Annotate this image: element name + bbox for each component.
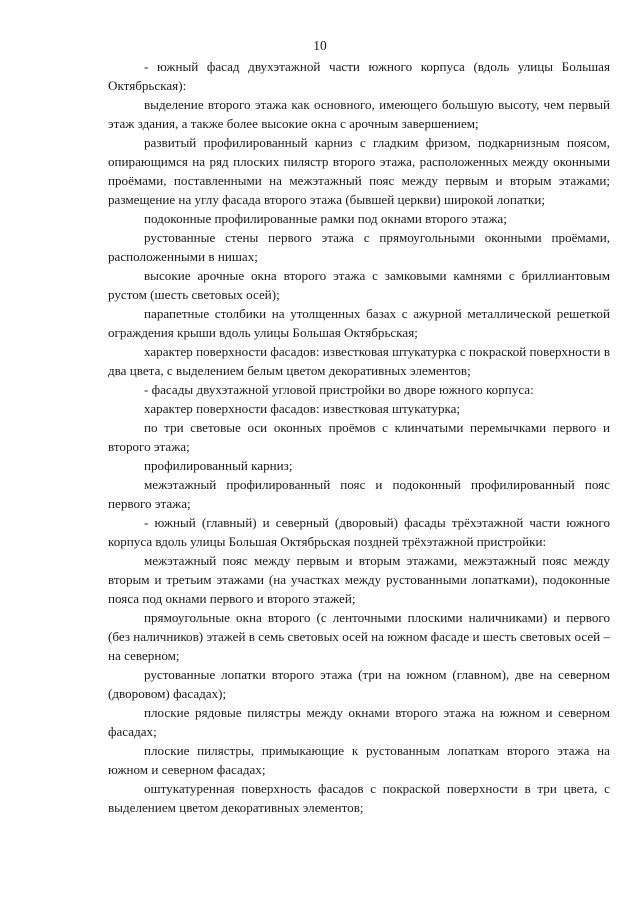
paragraph: - южный (главный) и северный (дворовый) фасады трёхэтажной части южного корпуса вдоль улицы Большая Октябрьская поздней трёхэтажной пристройки:	[108, 515, 610, 549]
paragraph: - южный фасад двухэтажной части южного корпуса (вдоль улицы Большая Октябрьская):	[108, 59, 610, 93]
paragraph: профилированный карниз;	[144, 458, 293, 473]
paragraph: межэтажный пояс между первым и вторым этажами, межэтажный пояс между вторым и третьим этажами (на участках между рустованными лопатками), подоконные пояса под окнами первого и второго этажей;	[108, 553, 610, 606]
paragraph: парапетные столбики на утолщенных базах с ажурной металлической решеткой ограждения крыши вдоль улицы Большая Октябрьская;	[108, 306, 610, 340]
paragraph: рустованные лопатки второго этажа (три на южном (главном), две на северном (дворовом) фасадах);	[108, 667, 610, 701]
paragraph: характер поверхности фасадов: известковая штукатурка с покраской поверхности в два цвета, с выделением белым цветом декоративных элементов;	[108, 344, 610, 378]
paragraph: подоконные профилированные рамки под окнами второго этажа;	[144, 211, 507, 226]
paragraph: - фасады двухэтажной угловой пристройки во дворе южного корпуса:	[144, 382, 534, 397]
document-body	[108, 57, 610, 817]
paragraph: рустованные стены первого этажа с прямоугольными оконными проёмами, расположенными в нишах;	[108, 230, 610, 264]
paragraph: выделение второго этажа как основного, имеющего большую высоту, чем первый этаж здания, а также более высокие окна с арочным завершением;	[108, 97, 610, 131]
paragraph: плоские пилястры, примыкающие к рустованным лопаткам второго этажа на южном и северном фасадах;	[108, 743, 610, 777]
paragraph: оштукатуренная поверхность фасадов с покраской поверхности в три цвета, с выделением цветом декоративных элементов;	[108, 781, 610, 815]
paragraph: высокие арочные окна второго этажа с замковыми камнями с бриллиантовым рустом (шесть световых осей);	[108, 268, 610, 302]
paragraph: плоские рядовые пилястры между окнами второго этажа на южном и северном фасадах;	[108, 705, 610, 739]
page-number: 10	[313, 38, 327, 53]
paragraph: межэтажный профилированный пояс и подоконный профилированный пояс первого этажа;	[108, 477, 610, 511]
paragraph: по три световые оси оконных проёмов с клинчатыми перемычками первого и второго этажа;	[108, 420, 610, 454]
paragraph: характер поверхности фасадов: известковая штукатурка;	[144, 401, 461, 416]
paragraph: развитый профилированный карниз с гладким фризом, подкарнизным поясом, опирающимся на ряд плоских пилястр второго этажа, расположенных между оконными проёмами, поставленными на межэтажный пояс между первым и вторым этажами; размещение на углу фасада второго этажа (бывшей церкви) широкой лопатки;	[108, 135, 610, 207]
paragraph: прямоугольные окна второго (с ленточными плоскими наличниками) и первого (без наличников) этажей в семь световых осей на южном фасаде и шесть световых осей – на северном;	[108, 610, 610, 663]
